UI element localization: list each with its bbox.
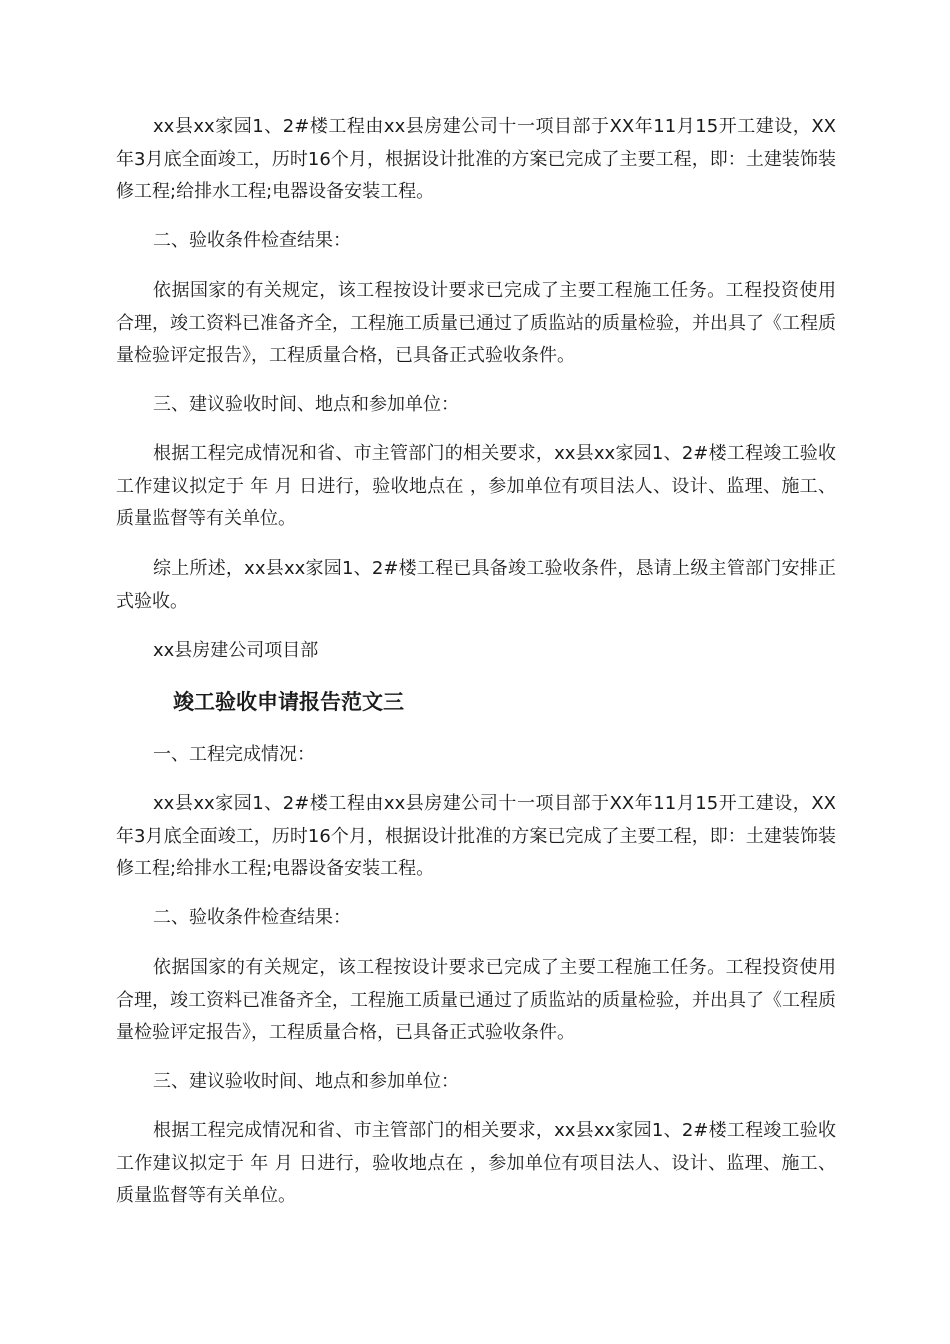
subheading-acceptance-time-2: 三、建议验收时间、地点和参加单位： bbox=[153, 1071, 459, 1092]
subheading-acceptance-check: 二、验收条件检查结果： bbox=[153, 230, 351, 251]
paragraph-conclusion: 综上所述，xx县xx家园1、2#楼工程已具备竣工验收条件，恳请上级主管部门安排正式验收。 bbox=[116, 558, 836, 612]
signature-organization: xx县房建公司项目部 bbox=[153, 640, 319, 661]
paragraph-acceptance-check: 依据国家的有关规定，该工程按设计要求已完成了主要工程施工任务。工程投资使用合理，竣工资料已准备齐全，工程施工质量已通过了质监站的质量检验，并出具了《工程质量检验评定报告》，工程质量合格，已具备正式验收条件。 bbox=[116, 280, 836, 366]
paragraph-acceptance-check-2: 依据国家的有关规定，该工程按设计要求已完成了主要工程施工任务。工程投资使用合理，竣工资料已准备齐全，工程施工质量已通过了质监站的质量检验，并出具了《工程质量检验评定报告》，工程质量合格，已具备正式验收条件。 bbox=[116, 957, 836, 1043]
subheading-acceptance-check-2: 二、验收条件检查结果： bbox=[153, 907, 351, 928]
paragraph-acceptance-time: 根据工程完成情况和省、市主管部门的相关要求，xx县xx家园1、2#楼工程竣工验收工作建议拟定于 年 月 日进行，验收地点在 ，参加单位有项目法人、设计、监理、施工、质量监督等有关单位。 bbox=[116, 443, 836, 529]
section-title: 竣工验收申请报告范文三 bbox=[173, 690, 404, 714]
subheading-completion-status: 一、工程完成情况： bbox=[153, 744, 315, 765]
paragraph-project-overview-2: xx县xx家园1、2#楼工程由xx县房建公司十一项目部于XX年11月15开工建设，XX年3月底全面竣工，历时16个月，根据设计批准的方案已完成了主要工程，即：土建装饰装修工程;给排水工程;电器设备安装工程。 bbox=[116, 793, 836, 879]
paragraph-project-overview: xx县xx家园1、2#楼工程由xx县房建公司十一项目部于XX年11月15开工建设，XX年3月底全面竣工，历时16个月，根据设计批准的方案已完成了主要工程，即：土建装饰装修工程;给排水工程;电器设备安装工程。 bbox=[116, 116, 836, 202]
paragraph-acceptance-time-2: 根据工程完成情况和省、市主管部门的相关要求，xx县xx家园1、2#楼工程竣工验收工作建议拟定于 年 月 日进行，验收地点在 ，参加单位有项目法人、设计、监理、施工、质量监督等有关单位。 bbox=[116, 1120, 836, 1206]
subheading-acceptance-time: 三、建议验收时间、地点和参加单位： bbox=[153, 394, 459, 415]
